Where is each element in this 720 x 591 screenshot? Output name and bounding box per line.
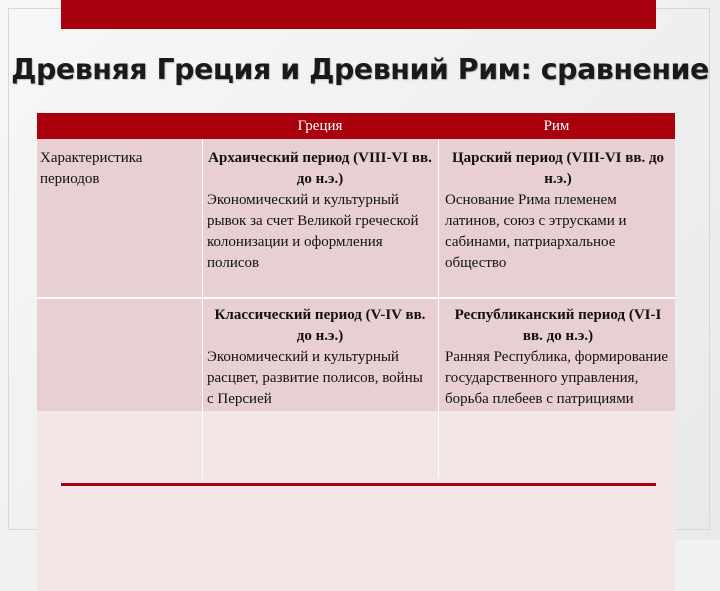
header-rome: Рим [543,118,570,134]
cell-rome-regal [445,148,671,274]
cell-greece-classical [207,305,433,410]
column-divider [438,139,439,478]
period-description: Экономический и культурный рывок за счет Великой греческой колонизации и оформления полисов [207,192,419,271]
row-divider [37,297,675,299]
bottom-accent-line [61,483,656,486]
top-accent-bar [61,0,656,29]
cell-greece-archaic [207,148,433,274]
period-title: Республиканский период (VI-I вв. до н.э.) [454,307,662,344]
header-characteristic [37,113,202,139]
column-divider [202,139,203,478]
period-title: Царский период (VIII-VI вв. до н.э.) [451,150,665,187]
period-description: Основание Рима племенем латинов, союз с этрусками и сабинами, патриархальное общество [445,192,627,271]
period-title: Классический период (V-IV вв. до н.э.) [214,307,426,344]
header-greece: Греция [297,118,343,134]
cell-rome-republic [445,305,671,410]
comparison-table [37,113,675,478]
period-title: Архаический период (VIII-VI вв. до н.э.) [208,150,432,187]
period-description: Ранняя Республика, формирование государственного управления, борьба плебеев с патрициями [445,349,669,407]
row-label-periods: Характеристика периодов [40,150,143,187]
slide-title: Древняя Греция и Древний Рим: сравнение [11,53,709,86]
table-header-row [37,113,675,139]
table-row [37,411,675,591]
period-description: Экономический и культурный расцвет, развитие полисов, войны с Персией [207,349,423,407]
